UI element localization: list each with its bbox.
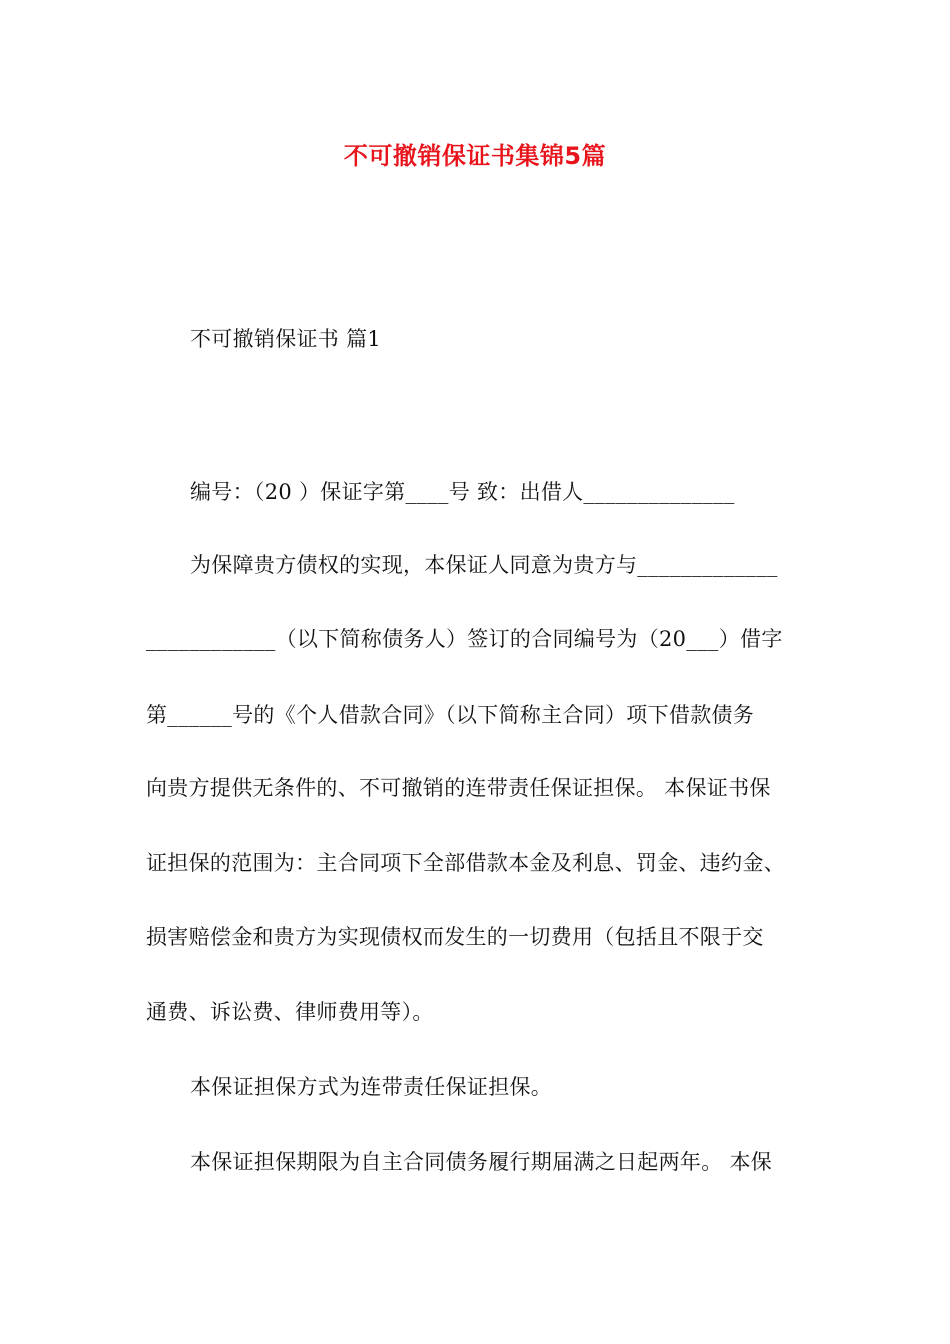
text-line-2: 为保障贵方债权的实现，本保证人同意为贵方与_____________ xyxy=(190,553,778,577)
text-line-10: 本保证担保期限为自主合同债务履行期届满之日起两年。 本保 xyxy=(190,1150,773,1174)
text-line-3: ____________（以下简称债务人）签订的合同编号为（20___）借字 xyxy=(146,627,783,651)
text-line-6: 证担保的范围为：主合同项下全部借款本金及利息、罚金、违约金、 xyxy=(146,851,785,875)
text-line-5: 向贵方提供无条件的、不可撤销的连带责任保证担保。 本保证书保 xyxy=(146,776,771,800)
text-line-7: 损害赔偿金和贵方为实现债权而发生的一切费用（包括且不限于交 xyxy=(146,925,764,949)
text-line-4: 第______号的《个人借款合同》（以下简称主合同）项下借款债务 xyxy=(146,703,755,727)
text-line-8: 通费、诉讼费、律师费用等）。 xyxy=(146,1000,434,1024)
text-line-1: 编号：（20 ）保证字第____号 致：出借人______________ xyxy=(190,480,735,504)
document-title: 不可撤销保证书集锦5篇 xyxy=(343,142,607,170)
text-line-9: 本保证担保方式为连带责任保证担保。 xyxy=(190,1075,553,1099)
section-heading: 不可撤销保证书 篇1 xyxy=(190,327,382,351)
